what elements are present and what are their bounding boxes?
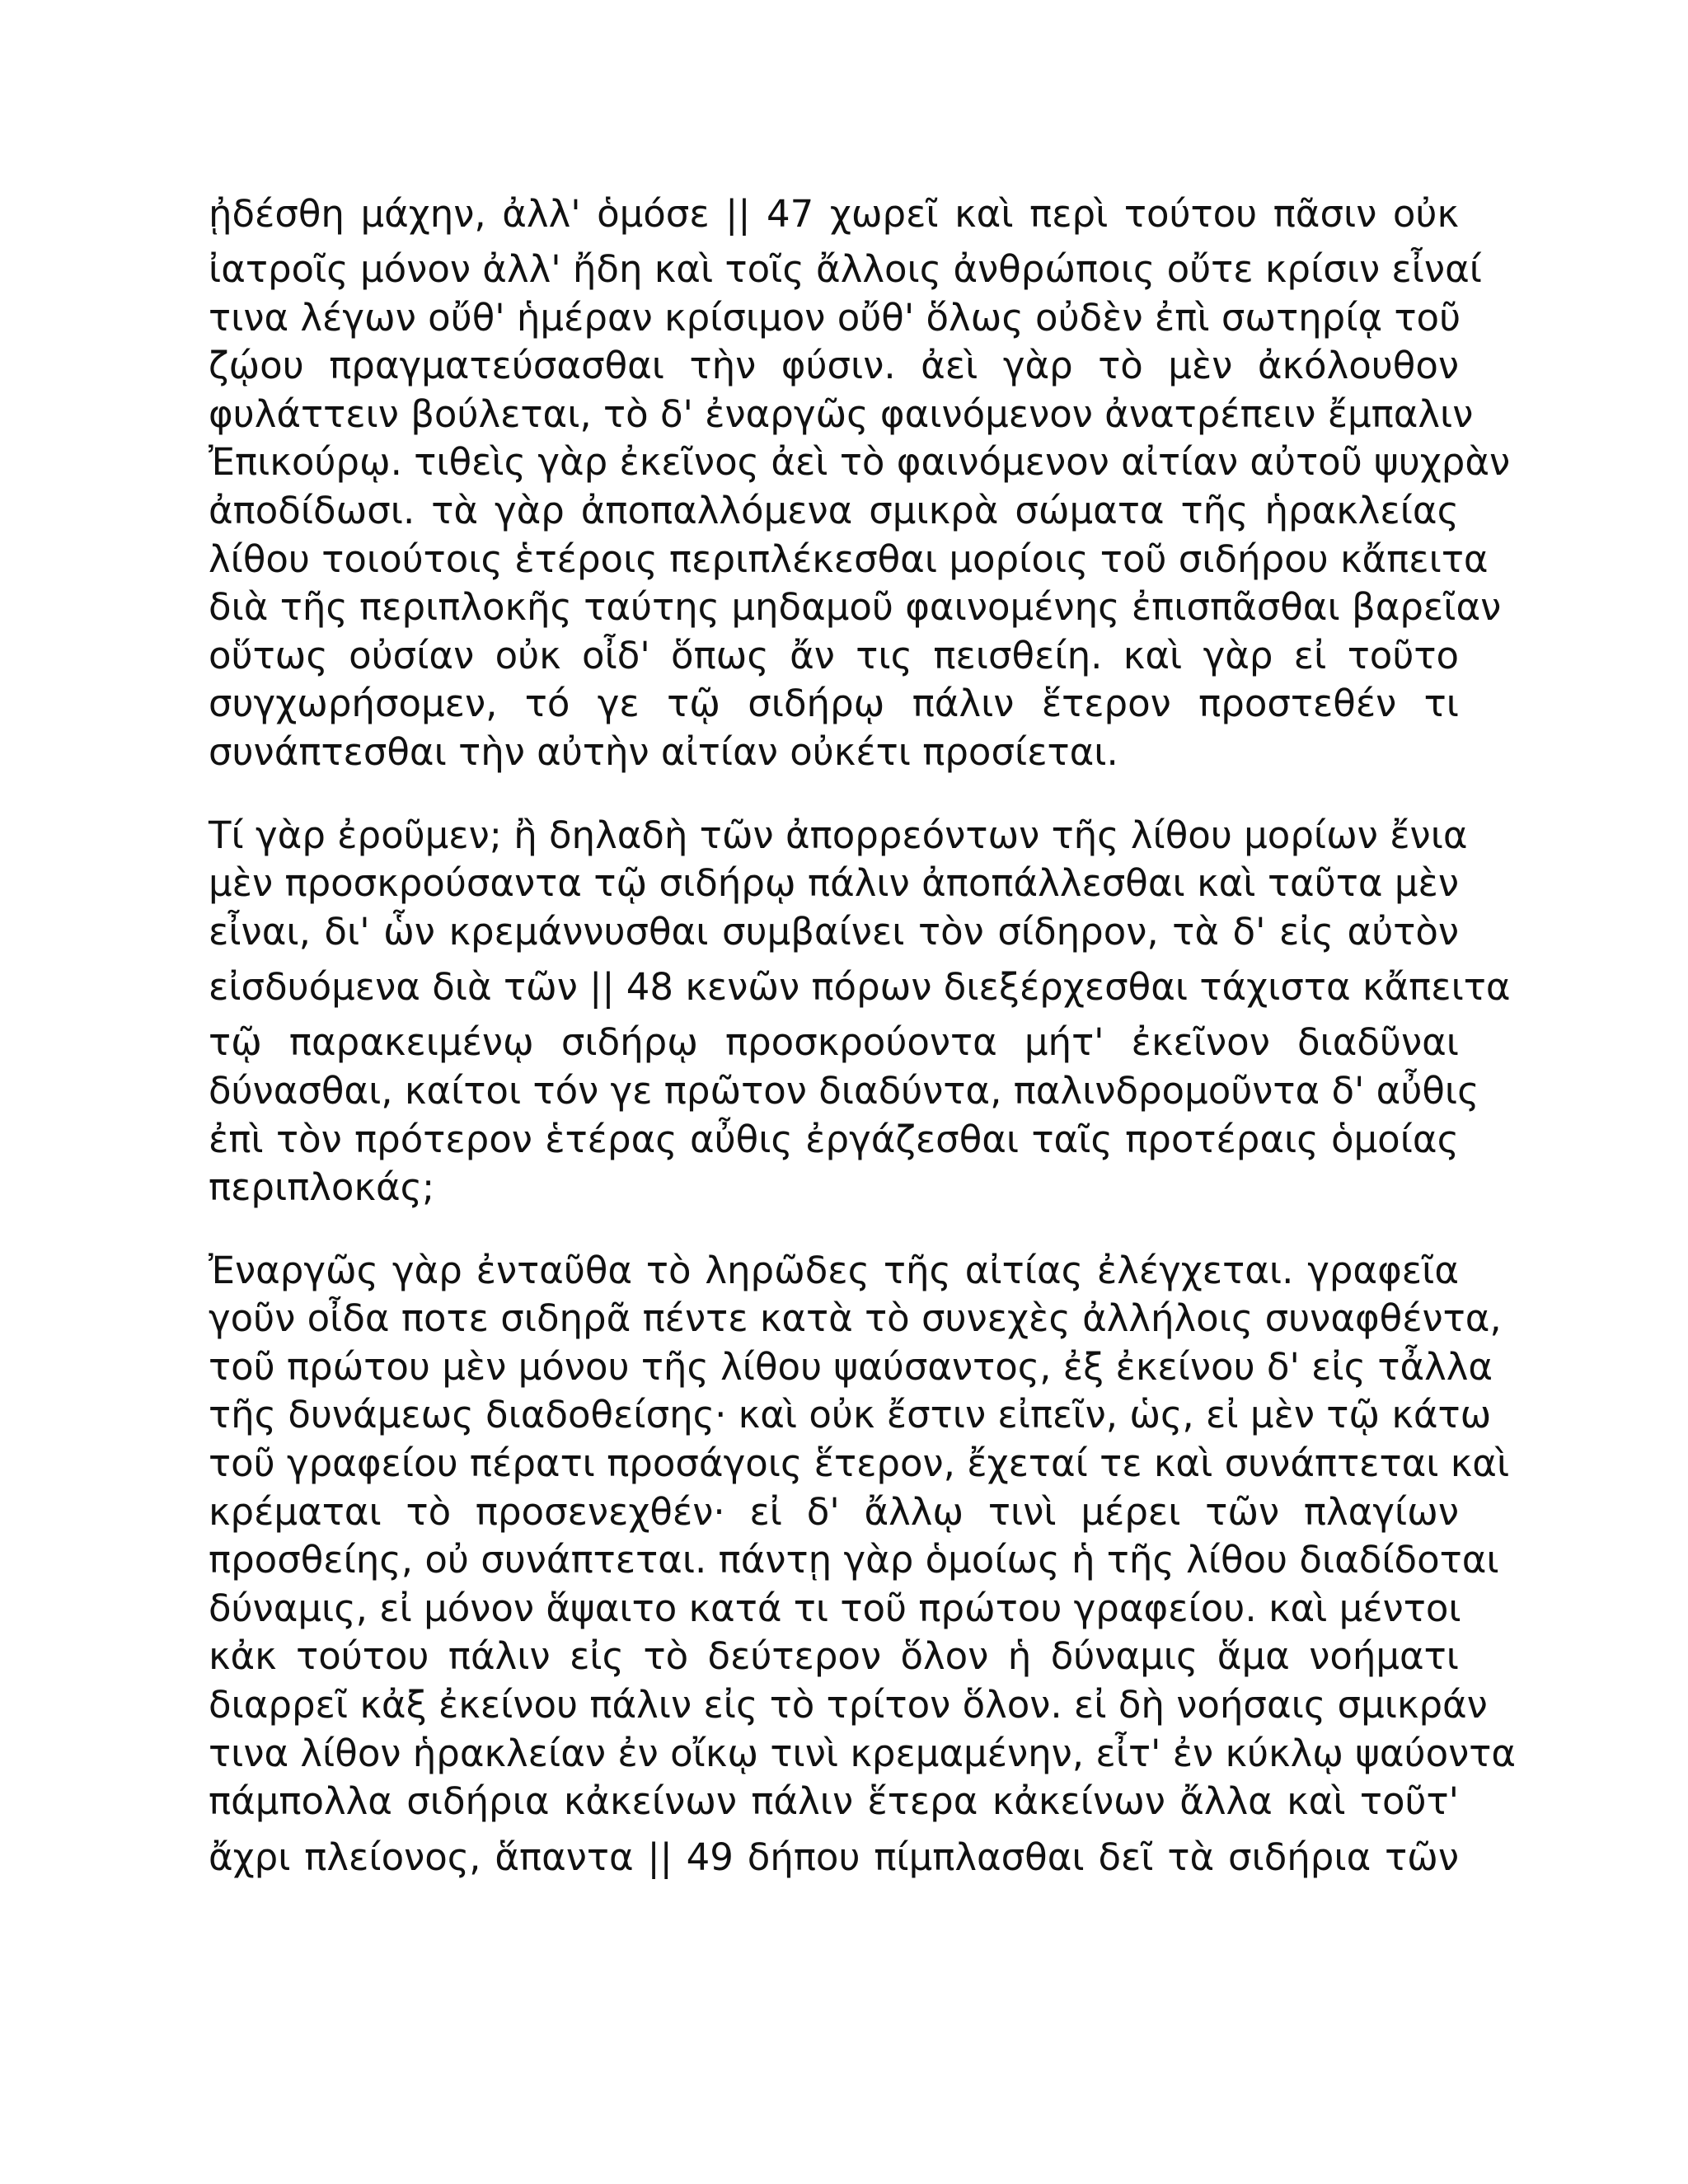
paragraph-1 xyxy=(209,183,1511,777)
text-line: λίθου τοιούτοις ἑτέροις περιπλέκεσθαι μορίοις τοῦ σιδήρου κἄπειτα xyxy=(209,537,1489,581)
text-line: περιπλοκάς; xyxy=(209,1165,435,1210)
text-line: προσθείης, οὐ συνάπτεται. πάντῃ γὰρ ὁμοίως ἡ τῆς λίθου διαδίδοται xyxy=(209,1538,1499,1582)
text-line: μὲν προσκρούσαντα τῷ σιδήρῳ πάλιν ἀποπάλλεσθαι καὶ ταῦτα μὲν xyxy=(209,861,1459,906)
text-line: Τί γὰρ ἐροῦμεν; ἢ δηλαδὴ τῶν ἀπορρεόντων τῆς λίθου μορίων ἔνια xyxy=(209,813,1468,857)
text-line: τῷ παρακειμένῳ σιδήρῳ προσκρούοντα μήτ' ἐκεῖνον διαδῦναι xyxy=(209,1020,1459,1065)
text-line: δύναμις, εἰ μόνον ἅψαιτο κατά τι τοῦ πρώτου γραφείου. καὶ μέντοι xyxy=(209,1586,1461,1630)
text-line: κρέμαται τὸ προσενεχθέν· εἰ δ' ἄλλῳ τινὶ μέρει τῶν πλαγίων xyxy=(209,1489,1459,1534)
text-line: οὕτως οὐσίαν οὐκ οἶδ' ὅπως ἄν τις πεισθείη. καὶ γὰρ εἰ τοῦτο xyxy=(209,633,1459,677)
text-line: φυλάττειν βούλεται, τὸ δ' ἐναργῶς φαινόμενον ἀνατρέπειν ἔμπαλιν xyxy=(209,391,1474,436)
text-line: συνάπτεσθαι τὴν αὐτὴν αἰτίαν οὐκέτι προσίεται. xyxy=(209,729,1118,774)
text-line: τοῦ γραφείου πέρατι προσάγοις ἕτερον, ἔχεταί τε καὶ συνάπτεται καὶ xyxy=(209,1441,1510,1486)
text-line: εἰσδυόμενα διὰ τῶν || 48 κενῶν πόρων διεξέρχεσθαι τάχιστα κἄπειτα xyxy=(209,965,1511,1010)
document-text xyxy=(209,183,1517,1924)
text-line: τινα λίθον ἡρακλείαν ἐν οἴκῳ τινὶ κρεμαμένην, εἶτ' ἐν κύκλῳ ψαύοντα xyxy=(209,1731,1517,1775)
text-line: ἐπὶ τὸν πρότερον ἑτέρας αὖθις ἐργάζεσθαι ταῖς προτέραις ὁμοίας xyxy=(209,1117,1459,1161)
text-line: ἰατροῖς μόνον ἀλλ' ἤδη καὶ τοῖς ἄλλοις ἀνθρώποις οὔτε κρίσιν εἶναί xyxy=(209,247,1482,291)
text-line: κἀκ τούτου πάλιν εἰς τὸ δεύτερον ὅλον ἡ δύναμις ἅμα νοήματι xyxy=(209,1634,1459,1679)
paragraph-3 xyxy=(209,1247,1517,1889)
text-line: ᾐδέσθη μάχην, ἀλλ' ὁμόσε || 47 χωρεῖ καὶ περὶ τούτου πᾶσιν οὐκ xyxy=(209,192,1459,236)
text-line: πάμπολλα σιδήρια κἀκείνων πάλιν ἕτερα κἀκείνων ἄλλα καὶ τοῦτ' xyxy=(209,1779,1459,1824)
text-line: συγχωρήσομεν, τό γε τῷ σιδήρῳ πάλιν ἕτερον προστεθέν τι xyxy=(209,682,1459,726)
text-line: εἶναι, δι' ὧν κρεμάννυσθαι συμβαίνει τὸν σίδηρον, τὰ δ' εἰς αὐτὸν xyxy=(209,909,1459,954)
paragraph-2 xyxy=(209,812,1511,1212)
text-line: διαρρεῖ κἀξ ἐκείνου πάλιν εἰς τὸ τρίτον ὅλον. εἰ δὴ νοήσαις σμικράν xyxy=(209,1683,1488,1727)
text-line: Ἐπικούρῳ. τιθεὶς γὰρ ἐκεῖνος ἀεὶ τὸ φαινόμενον αἰτίαν αὐτοῦ ψυχρὰν xyxy=(209,440,1511,485)
text-line: γοῦν οἶδα ποτε σιδηρᾶ πέντε κατὰ τὸ συνεχὲς ἀλλήλοις συναφθέντα, xyxy=(209,1296,1502,1341)
text-line: δύνασθαι, καίτοι τόν γε πρῶτον διαδύντα, παλινδρομοῦντα δ' αὖθις xyxy=(209,1068,1479,1113)
text-line: ἀποδίδωσι. τὰ γὰρ ἀποπαλλόμενα σμικρὰ σώματα τῆς ἡρακλείας xyxy=(209,488,1459,532)
text-line: ζῴου πραγματεύσασθαι τὴν φύσιν. ἀεὶ γὰρ τὸ μὲν ἀκόλουθον xyxy=(209,344,1459,388)
text-line: τινα λέγων οὔθ' ἡμέραν κρίσιμον οὔθ' ὅλως οὐδὲν ἐπὶ σωτηρίᾳ τοῦ xyxy=(209,295,1461,340)
text-line: τῆς δυνάμεως διαδοθείσης· καὶ οὐκ ἔστιν εἰπεῖν, ὡς, εἰ μὲν τῷ κάτω xyxy=(209,1393,1492,1437)
text-line: ἄχρι πλείονος, ἅπαντα || 49 δήπου πίμπλασθαι δεῖ τὰ σιδήρια τῶν xyxy=(209,1835,1459,1879)
text-line: διὰ τῆς περιπλοκῆς ταύτης μηδαμοῦ φαινομένης ἐπισπᾶσθαι βαρεῖαν xyxy=(209,585,1502,630)
text-line: Ἐναργῶς γὰρ ἐνταῦθα τὸ ληρῶδες τῆς αἰτίας ἐλέγχεται. γραφεῖα xyxy=(209,1248,1459,1292)
text-line: τοῦ πρώτου μὲν μόνου τῆς λίθου ψαύσαντος, ἐξ ἐκείνου δ' εἰς τἆλλα xyxy=(209,1344,1493,1389)
